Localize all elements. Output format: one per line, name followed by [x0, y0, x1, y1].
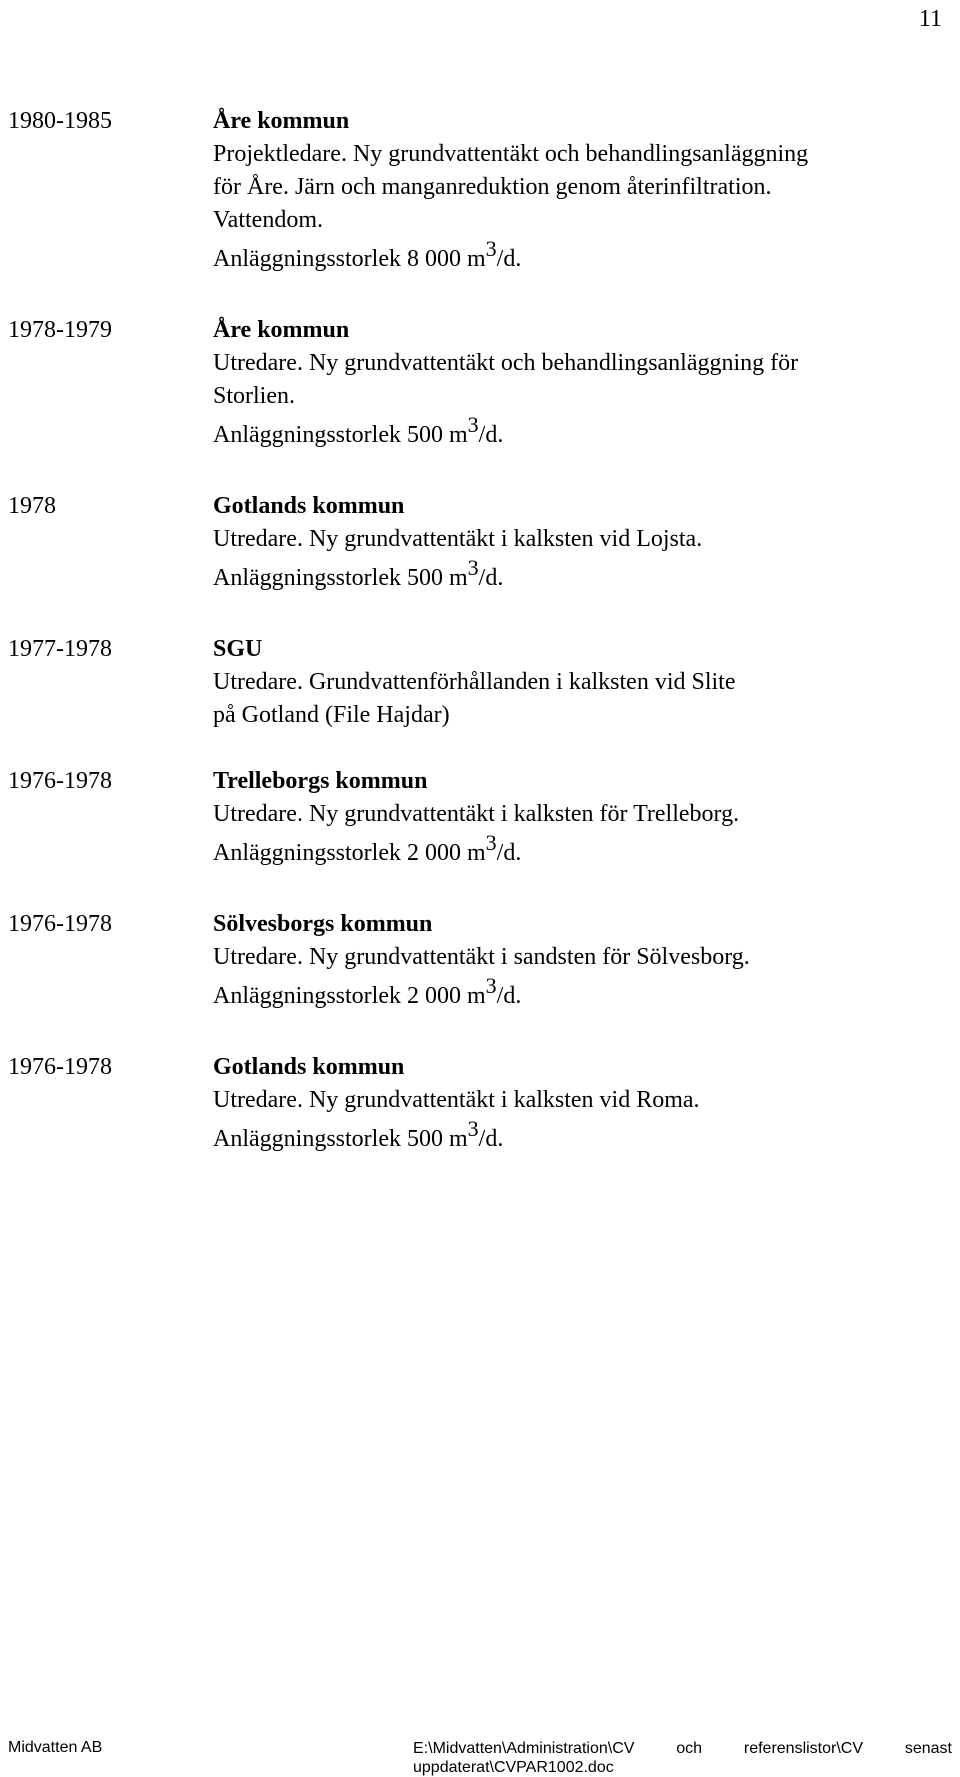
entry-years: 1978-1979 — [8, 317, 112, 343]
entry-capacity — [213, 556, 952, 600]
capacity-value: Anläggningsstorlek 2 000 m — [213, 840, 486, 866]
entry-years: 1978 — [8, 493, 56, 519]
entry-years: 1980-1985 — [8, 108, 112, 134]
entry-organization: Gotlands kommun — [213, 493, 405, 519]
entry-description — [213, 908, 952, 1018]
reference-entry — [8, 490, 952, 600]
entry-text-line: Utredare. Ny grundvattentäkt i sandsten för Sölvesborg. — [213, 944, 750, 970]
entry-years: 1976-1978 — [8, 768, 112, 794]
entry-capacity — [213, 413, 952, 457]
entry-capacity — [213, 831, 952, 875]
footer-file-path — [413, 1739, 952, 1777]
page-number: 11 — [918, 6, 942, 32]
entry-text-line: Projektledare. Ny grundvattentäkt och behandlingsanläggning — [213, 141, 809, 167]
capacity-unit: /d. — [496, 983, 522, 1009]
reference-list — [8, 105, 952, 1194]
reference-entry — [8, 765, 952, 875]
entry-description — [213, 765, 952, 875]
entry-text-line: på Gotland (File Hajdar) — [213, 702, 450, 728]
reference-entry — [8, 314, 952, 457]
entry-capacity — [213, 974, 952, 1018]
entry-organization: Sölvesborgs kommun — [213, 911, 433, 937]
capacity-unit: /d. — [496, 840, 522, 866]
reference-entry — [8, 1051, 952, 1161]
entry-description — [213, 490, 952, 600]
entry-description — [213, 633, 952, 732]
entry-text-line: Utredare. Grundvattenförhållanden i kalksten vid Slite — [213, 669, 736, 695]
capacity-value: Anläggningsstorlek 500 m — [213, 1126, 468, 1152]
entry-organization: Gotlands kommun — [213, 1054, 405, 1080]
entry-capacity — [213, 237, 952, 281]
entry-description — [213, 1051, 952, 1161]
reference-entry — [8, 633, 952, 732]
entry-capacity — [213, 1117, 952, 1161]
capacity-value: Anläggningsstorlek 2 000 m — [213, 983, 486, 1009]
capacity-value: Anläggningsstorlek 8 000 m — [213, 246, 486, 272]
capacity-exponent: 3 — [467, 555, 479, 580]
capacity-unit: /d. — [478, 565, 504, 591]
footer-path-line: uppdaterat\CVPAR1002.doc — [413, 1759, 614, 1776]
capacity-exponent: 3 — [467, 412, 479, 437]
capacity-exponent: 3 — [485, 236, 497, 261]
entry-years: 1976-1978 — [8, 911, 112, 937]
entry-years: 1977-1978 — [8, 636, 112, 662]
entry-organization: Åre kommun — [213, 317, 350, 343]
footer-company: Midvatten AB — [8, 1739, 103, 1756]
entry-description — [213, 314, 952, 457]
capacity-unit: /d. — [478, 1126, 504, 1152]
entry-years: 1976-1978 — [8, 1054, 112, 1080]
capacity-exponent: 3 — [485, 830, 497, 855]
capacity-value: Anläggningsstorlek 500 m — [213, 422, 468, 448]
entry-text-line: Utredare. Ny grundvattentäkt i kalksten vid Lojsta. — [213, 526, 703, 552]
entry-text-line: Vattendom. — [213, 207, 323, 233]
entry-text-line: Utredare. Ny grundvattentäkt i kalksten för Trelleborg. — [213, 801, 740, 827]
entry-text-line: Utredare. Ny grundvattentäkt och behandlingsanläggning för — [213, 350, 799, 376]
capacity-unit: /d. — [496, 246, 522, 272]
entry-text-line: Storlien. — [213, 383, 295, 409]
reference-entry — [8, 908, 952, 1018]
entry-organization: Åre kommun — [213, 108, 350, 134]
footer-path-line: E:\Midvatten\Administration\CV och referenslistor\CV senast — [413, 1740, 952, 1757]
entry-text-line: för Åre. Järn och manganreduktion genom återinfiltration. — [213, 174, 772, 200]
capacity-value: Anläggningsstorlek 500 m — [213, 565, 468, 591]
reference-entry — [8, 105, 952, 281]
entry-description — [213, 105, 952, 281]
capacity-exponent: 3 — [467, 1116, 479, 1141]
capacity-exponent: 3 — [485, 973, 497, 998]
capacity-unit: /d. — [478, 422, 504, 448]
entry-organization: SGU — [213, 636, 263, 662]
entry-organization: Trelleborgs kommun — [213, 768, 428, 794]
entry-text-line: Utredare. Ny grundvattentäkt i kalksten vid Roma. — [213, 1087, 700, 1113]
